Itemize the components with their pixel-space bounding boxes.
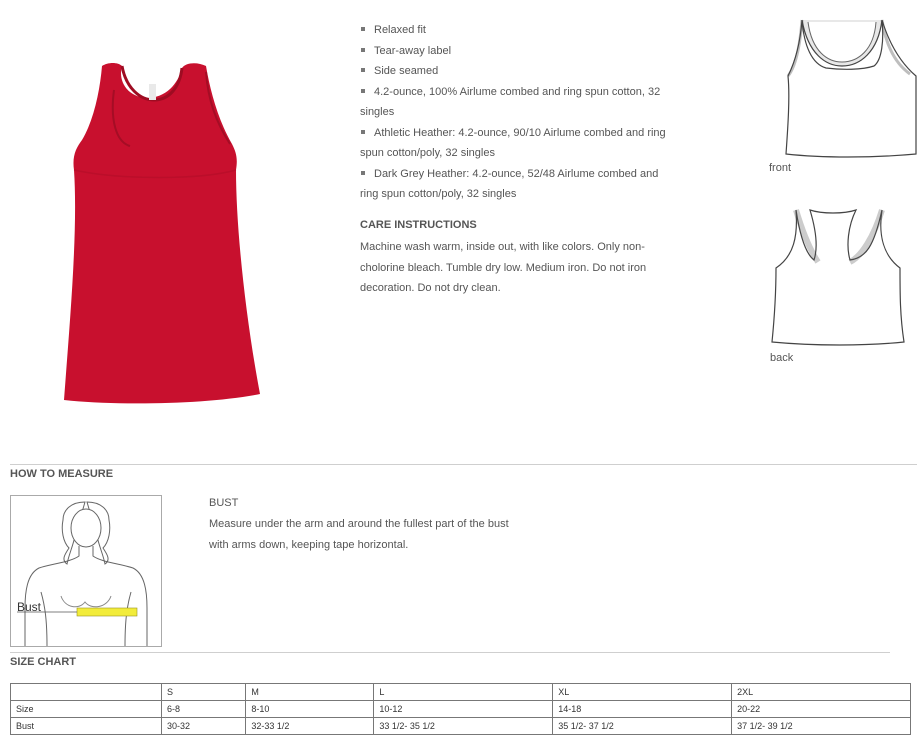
section-divider [10,464,917,465]
back-sketch-image [770,206,906,348]
table-cell: 37 1/2- 39 1/2 [732,718,911,735]
table-cell: 30-32 [162,718,246,735]
care-instructions-text: Machine wash warm, inside out, with like colors. Only non-cholorine bleach. Tumble dry low. Medium iron. Do not iron decoration. Do not dry clean. [360,241,647,294]
how-to-measure-title: HOW TO MEASURE [10,468,114,480]
feature-item: Side seamed [360,61,670,82]
table-cell: Bust [11,718,162,735]
measure-figure [10,495,162,647]
table-row [11,718,911,735]
table-cell [11,684,162,701]
table-cell: 33 1/2- 35 1/2 [374,718,553,735]
care-instructions-title: CARE INSTRUCTIONS [360,219,477,231]
measuring-tape [77,608,137,616]
bust-instructions: Measure under the arm and around the fullest part of the bust with arms down, keeping tape horizontal. [209,518,509,551]
table-cell: Size [11,701,162,718]
front-sketch-image [782,16,917,158]
table-cell: 20-22 [732,701,911,718]
section-divider [10,652,890,653]
table-header-row [11,684,911,701]
table-cell: M [246,684,374,701]
table-cell: 2XL [732,684,911,701]
table-cell: 35 1/2- 37 1/2 [553,718,732,735]
bust-figure-label: Bust [17,600,42,614]
back-label: back [770,352,794,364]
table-cell: 14-18 [553,701,732,718]
bust-heading: BUST [209,497,239,509]
table-cell: 8-10 [246,701,374,718]
table-cell: 32-33 1/2 [246,718,374,735]
table-cell: S [162,684,246,701]
feature-item: Tear-away label [360,41,670,62]
size-chart-table [10,683,911,735]
product-photo-red-tank [60,60,265,410]
feature-list [360,20,670,205]
feature-item: Dark Grey Heather: 4.2-ounce, 52/48 Airlume combed and ring spun cotton/poly, 32 singles [360,167,659,200]
table-cell: XL [553,684,732,701]
front-label: front [769,162,792,174]
feature-item: Relaxed fit [360,20,670,41]
table-cell: 6-8 [162,701,246,718]
size-chart-title: SIZE CHART [10,656,76,668]
feature-item: 4.2-ounce, 100% Airlume combed and ring spun cotton, 32 singles [360,85,661,118]
table-row [11,701,911,718]
table-cell: 10-12 [374,701,553,718]
bust-measure-illustration [11,496,161,646]
table-cell: L [374,684,553,701]
feature-item: Athletic Heather: 4.2-ounce, 90/10 Airlume combed and ring spun cotton/poly, 32 singles [360,126,666,159]
